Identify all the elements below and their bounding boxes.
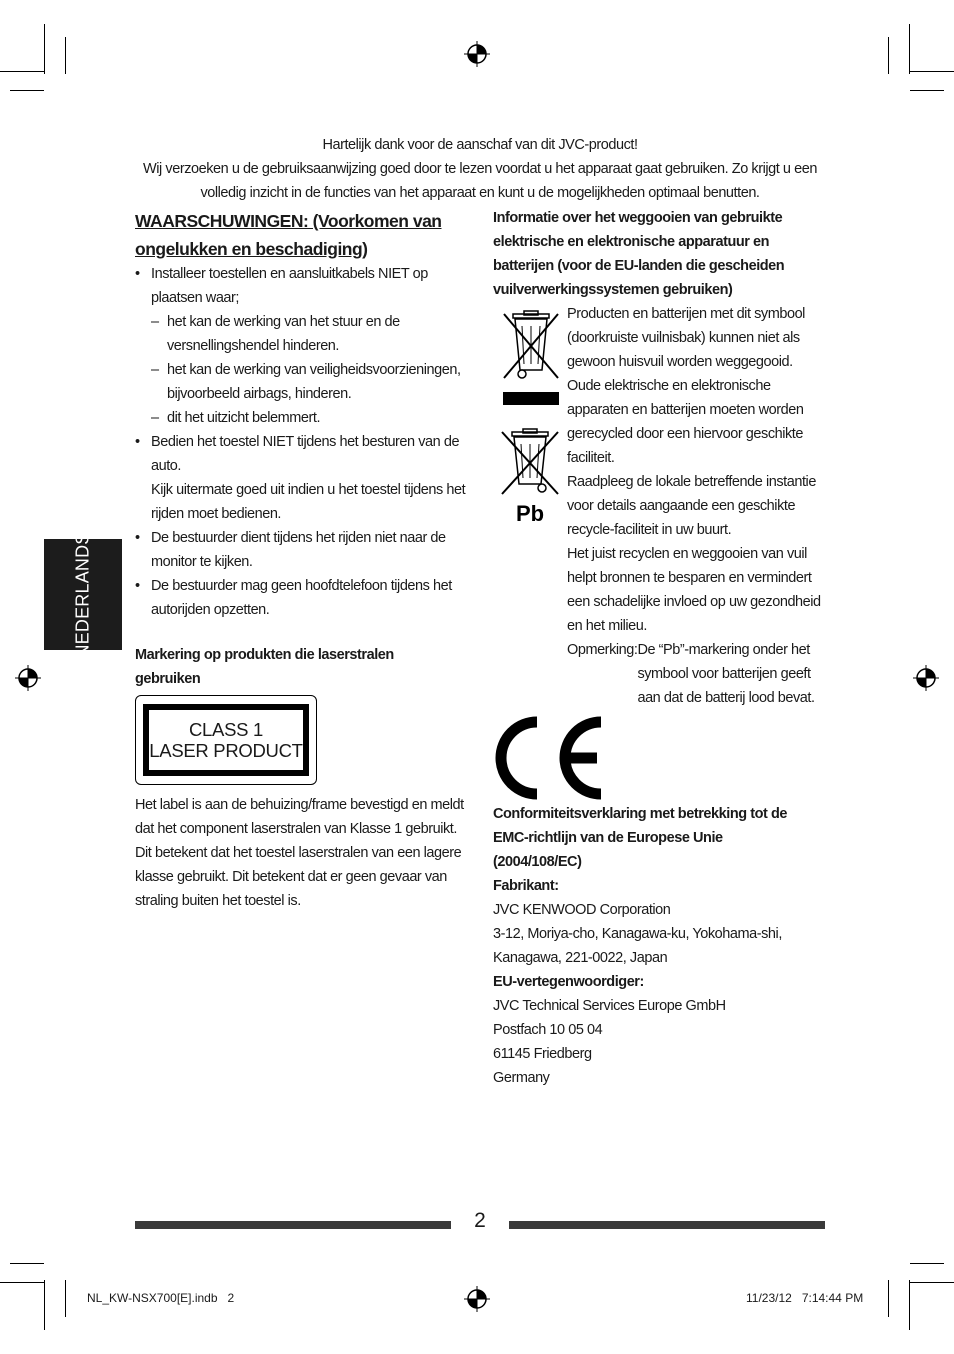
bullet: • (135, 578, 140, 594)
crossed-bin-icon (500, 310, 562, 410)
list-item (135, 430, 470, 526)
pb-label: Pb (516, 501, 545, 526)
intro-line: volledig inzicht in de functies van het apparaat en kunt u de mogelijkheden optimaal benutten. (200, 185, 760, 201)
bullet: • (135, 434, 140, 450)
manufacturer-name: JVC KENWOOD Corporation (493, 902, 671, 918)
crop-mark (910, 1263, 944, 1264)
footer-bar-right (509, 1221, 825, 1229)
manufacturer-label: Fabrikant: (493, 878, 559, 894)
crop-mark (909, 1280, 910, 1330)
crop-mark (910, 1282, 954, 1283)
warning-text: De bestuurder dient tijdens het rijden niet naar de monitor te kijken. (151, 530, 446, 570)
disposal-paragraph: Raadpleeg de lokale betreffende instantie voor details aangaande een geschikte recycle-faciliteit in uw buurt. (567, 474, 816, 538)
crossed-battery-bin-icon (494, 428, 566, 528)
list-item (151, 406, 470, 430)
list-item (135, 574, 470, 622)
file-slug: NL_KW-NSX700[E].indb 2 (87, 1291, 235, 1305)
dash: – (151, 410, 159, 426)
warning-text: Installeer toestellen en aansluitkabels NIET op plaatsen waar; (151, 266, 428, 306)
warning-subtext: het kan de werking van het stuur en de versnellingshendel hinderen. (167, 314, 400, 354)
dash: – (151, 314, 159, 330)
warnings-list (135, 262, 470, 622)
remark-label: Opmerking: (567, 642, 638, 658)
crop-mark (888, 37, 889, 74)
laser-product-text: LASER PRODUCT (149, 740, 303, 761)
representative-name: JVC Technical Services Europe GmbH (493, 998, 726, 1014)
list-item (151, 310, 470, 358)
crop-mark (0, 71, 44, 72)
dash: – (151, 362, 159, 378)
warning-subtext: het kan de werking van veiligheidsvoorzieningen, bijvoorbeeld airbags, hinderen. (167, 362, 461, 402)
conformity-heading: Conformiteitsverklaring met betrekking tot de EMC-richtlijn van de Europese Unie (2004/108/EC) (493, 806, 787, 870)
crop-mark (0, 1282, 44, 1283)
warning-text: Bedien het toestel NIET tijdens het besturen van de auto. (151, 434, 460, 474)
conformity-section (493, 802, 813, 1090)
crop-mark (10, 90, 44, 91)
language-tab (44, 531, 122, 658)
registration-mark-icon (15, 665, 41, 691)
intro-text (135, 133, 825, 205)
disposal-paragraph: Producten en batterijen met dit symbool (doorkruiste vuilnisbak) kunnen niet als gewoon huisvuil worden weggegooid. (567, 306, 805, 370)
crop-mark (910, 90, 944, 91)
intro-line: Hartelijk dank voor de aanschaf van dit JVC-product! (322, 137, 638, 153)
warnings-title: WAARSCHUWINGEN: (Voorkomen van ongelukken en beschadiging) (135, 211, 442, 259)
warning-subtext: dit het uitzicht belemmert. (167, 410, 321, 426)
registration-mark-icon (464, 1286, 490, 1312)
laser-label-graphic (135, 695, 317, 785)
bullet: • (135, 266, 140, 282)
ce-mark-icon (491, 716, 609, 800)
registration-mark-icon (464, 41, 490, 67)
manufacturer-address: Kanagawa, 221-0022, Japan (493, 950, 668, 966)
footer-bar-left (135, 1221, 451, 1229)
representative-label: EU-vertegenwoordiger: (493, 974, 644, 990)
crop-mark (910, 71, 954, 72)
page-number: 2 (474, 1209, 486, 1232)
disposal-paragraph: Het juist recyclen en weggooien van vuil helpt bronnen te besparen en vermindert een schadelijke invloed op uw gezondheid en het milieu. (567, 546, 821, 634)
disposal-text (567, 302, 827, 710)
bullet: • (135, 530, 140, 546)
list-item (135, 526, 470, 574)
warning-text: Kijk uitermate goed uit indien u het toestel tijdens het rijden moet bedienen. (151, 482, 466, 522)
manufacturer-address: 3-12, Moriya-cho, Kanagawa-ku, Yokohama-shi, (493, 926, 782, 942)
laser-description: Het label is aan de behuizing/frame bevestigd en meldt dat het component laserstralen van Klasse 1 gebruikt. Dit betekent dat het toestel laserstralen van een lagere klasse gebruikt. Dit betekent dat er geen gevaar van straling buiten het toestel is. (135, 797, 464, 909)
crop-mark (909, 24, 910, 74)
disposal-remark (567, 638, 827, 710)
disposal-paragraph: Oude elektrische en elektronische apparaten en batterijen moeten worden gerecycled door een hiervoor geschikte faciliteit. (567, 378, 804, 466)
list-item (135, 262, 470, 430)
disposal-heading: Informatie over het weggooien van gebruikte elektrische en elektronische apparatuur en batterijen (voor de EU-landen die gescheiden vuilverwerkingssystemen gebruiken) (493, 210, 785, 298)
list-item (151, 358, 470, 406)
crop-mark (44, 1280, 45, 1330)
laser-class-text: CLASS 1 (189, 719, 263, 740)
date-slug: 11/23/12 7:14:44 PM (746, 1291, 864, 1305)
laser-heading: Markering op produkten die laserstralen gebruiken (135, 647, 394, 687)
registration-mark-icon (913, 665, 939, 691)
intro-line: Wij verzoeken u de gebruiksaanwijzing goed door te lezen voordat u het apparaat gaat gebruiken. Zo krijgt u een (143, 161, 817, 177)
representative-address: Postfach 10 05 04 (493, 1022, 603, 1038)
crop-mark (65, 37, 66, 74)
laser-label-inner (143, 704, 309, 776)
crop-mark (65, 1280, 66, 1317)
crop-mark (44, 24, 45, 74)
crop-mark (10, 1263, 44, 1264)
warning-text: De bestuurder mag geen hoofdtelefoon tijdens het autorijden opzetten. (151, 578, 452, 618)
representative-address: 61145 Friedberg (493, 1046, 592, 1062)
language-tab-label: NEDERLANDS (72, 531, 93, 658)
crop-mark (888, 1280, 889, 1317)
warning-sublist (151, 310, 470, 430)
remark-text: De “Pb”-markering onder het symbool voor batterijen geeft aan dat de batterij lood bevat. (637, 642, 815, 706)
representative-address: Germany (493, 1070, 550, 1086)
